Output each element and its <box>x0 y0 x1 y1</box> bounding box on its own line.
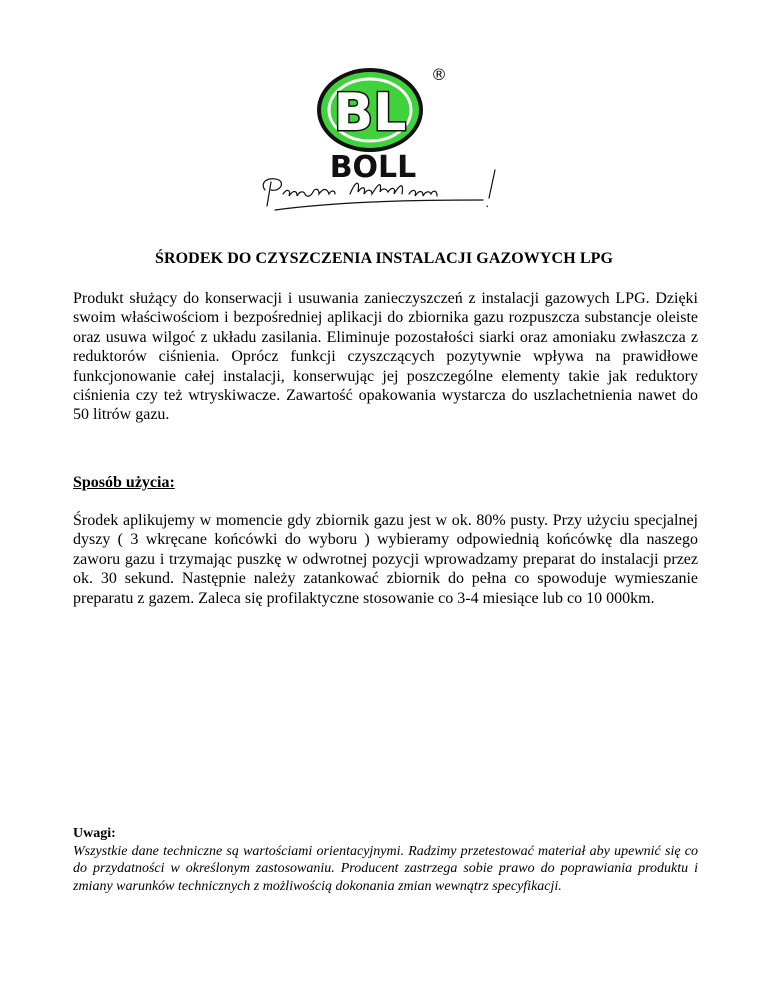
notes-label: Uwagi: <box>73 826 116 841</box>
boll-logo <box>255 60 515 220</box>
document-title: ŚRODEK DO CZYSZCZENIA INSTALACJI GAZOWYCH LPG <box>154 250 614 267</box>
usage-heading: Sposób użycia: <box>73 474 175 491</box>
usage-instructions: Środek aplikujemy w momencie gdy zbiornik gazu jest w ok. 80% pusty. Przy użyciu specjalnej dyszy ( 3 wkręcane końcówki do wyboru ) wybieramy odpowiednią końcówkę dla naszego zaworu gazu i trzymając puszkę w odwrotnej pozycji wprowadzamy preparat do instalacji przez ok. 30 sekund. Następnie należy zatankować zbiornik do pełna co spowoduje wymieszanie preparatu z gazem. Zaleca się profilaktyczne stosowanie co 3-4 miesiące lub co 10 000km. <box>73 512 698 607</box>
product-description: Produkt służący do konserwacji i usuwania zanieczyszczeń z instalacji gazowych LPG. Dzięki swoim właściwościom i bezpośredniej aplikacji do zbiornika gazu rozpuszcza substancje oleiste oraz usuwa wilgoć z układu zasilania. Eliminuje pozostałości siarki oraz amoniaku zwłaszcza z reduktorów ciśnienia. Oprócz funkcji czyszczących pozytywnie wpływa na prawidłowe funkcjonowanie całej instalacji, konserwując jej poszczególne elementy takie jak reduktory ciśnienia czy też wtryskiwacze. Zawartość opakowania wystarcza do uszlachetnienia nawet do 50 litrów gazu. <box>73 290 698 424</box>
notes-text: Wszystkie dane techniczne są wartościami orientacyjnymi. Radzimy przetestować materiał aby upewnić się co do przydatności w określonym zastosowaniu. Producent zastrzega sobie prawo do poprawiania produktu i zmiany warunków technicznych z możliwością dokonania zmian wewnątrz specyfikacji. <box>73 843 698 894</box>
logo-monogram: BL <box>333 83 407 143</box>
brand-wordmark: BOLL <box>329 150 417 185</box>
notes-section <box>73 825 698 895</box>
registered-mark: ® <box>431 65 447 84</box>
